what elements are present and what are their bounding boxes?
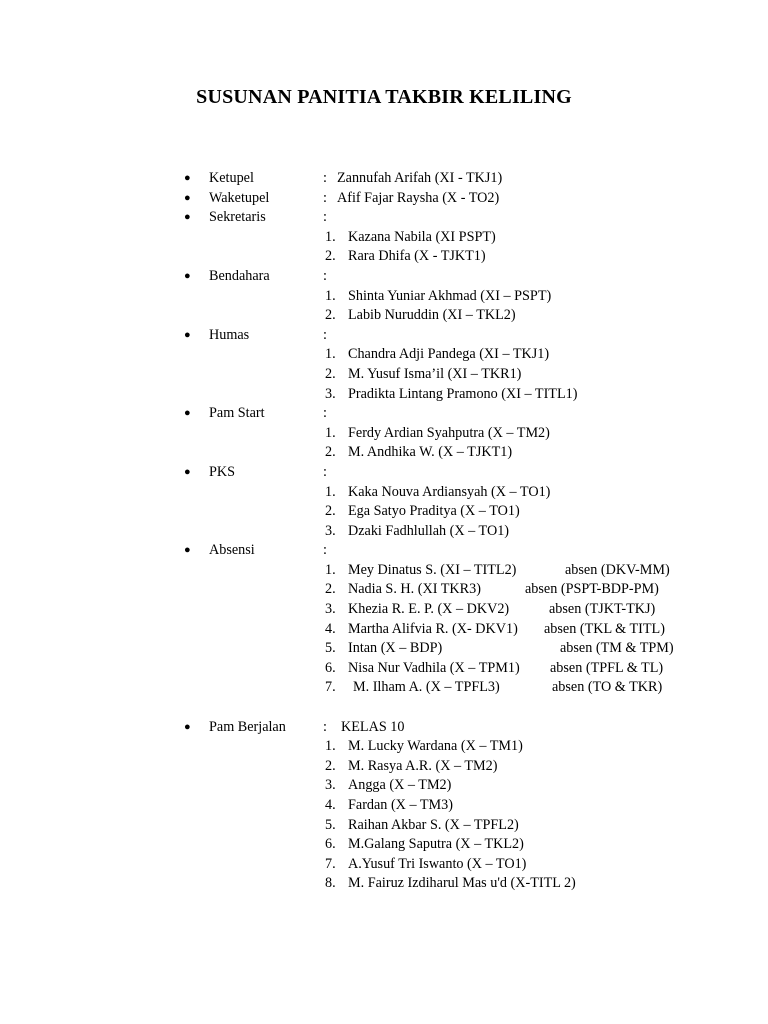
- member-name: Martha Alifvia R. (X- DKV1): [348, 620, 518, 637]
- list-number: 6.: [325, 836, 336, 853]
- absen-assignment: absen (TPFL & TL): [550, 659, 664, 676]
- role-bendahara: [0, 267, 768, 287]
- list-item: [0, 678, 768, 698]
- list-number: 1.: [325, 738, 336, 755]
- absen-assignment: absen (TM & TPM): [560, 640, 674, 657]
- member-name: A.Yusuf Tri Iswanto (X – TO1): [348, 855, 527, 872]
- colon: :: [323, 542, 327, 559]
- list-number: 6.: [325, 659, 336, 676]
- list-number: 2.: [325, 307, 336, 324]
- bullet-icon: ●: [184, 191, 191, 204]
- colon: :: [323, 326, 327, 343]
- member-name: M.Galang Saputra (X – TKL2): [348, 836, 524, 853]
- bullet-icon: ●: [184, 720, 191, 733]
- bullet-icon: ●: [184, 269, 191, 282]
- colon: :: [323, 267, 327, 284]
- list-number: 3.: [325, 601, 336, 618]
- role-ketupel: [0, 169, 768, 189]
- colon: :: [323, 405, 327, 422]
- page-title: SUSUNAN PANITIA TAKBIR KELILING: [196, 86, 572, 108]
- absen-assignment: absen (TKL & TITL): [544, 620, 665, 637]
- colon: :: [323, 718, 327, 735]
- member-name: M. Rasya A.R. (X – TM2): [348, 757, 498, 774]
- list-item: [0, 835, 768, 855]
- list-number: 2.: [325, 757, 336, 774]
- role-label: Bendahara: [209, 267, 270, 284]
- list-number: 4.: [325, 620, 336, 637]
- absen-assignment: absen (TJKT-TKJ): [549, 601, 656, 618]
- list-item: [0, 443, 768, 463]
- list-number: 3.: [325, 522, 336, 539]
- member-name: Fardan (X – TM3): [348, 797, 453, 813]
- member-name: M. Ilham A. (X – TPFL3): [353, 679, 500, 696]
- list-item: [0, 306, 768, 326]
- list-number: 1.: [325, 287, 336, 304]
- list-item: [0, 659, 768, 679]
- role-pam-start: [0, 404, 768, 424]
- member-name: Angga (X – TM2): [348, 777, 452, 794]
- member-name: M. Fairuz Izdiharul Mas u'd (X-TITL 2): [348, 875, 576, 892]
- list-number: 2.: [325, 581, 336, 598]
- role-label: Humas: [209, 326, 250, 343]
- bullet-icon: ●: [184, 465, 191, 478]
- list-item: [0, 424, 768, 444]
- role-pks: [0, 463, 768, 483]
- list-item: [0, 580, 768, 600]
- list-number: 5.: [325, 816, 336, 833]
- role-label: Pam Start: [209, 405, 265, 422]
- member-name: Nisa Nur Vadhila (X – TPM1): [348, 659, 520, 676]
- bullet-icon: ●: [184, 172, 191, 184]
- member-name: Ega Satyo Praditya (X – TO1): [348, 503, 520, 520]
- list-number: 7.: [325, 679, 336, 696]
- member-name: Intan (X – BDP): [348, 640, 443, 657]
- role-value: Zannufah Arifah (XI - TKJ1): [337, 170, 503, 186]
- bullet-icon: ●: [184, 544, 191, 557]
- colon: :: [323, 170, 327, 186]
- list-item: [0, 874, 768, 894]
- list-number: 1.: [325, 424, 336, 441]
- list-number: 1.: [325, 228, 336, 245]
- member-name: Rara Dhifa (X - TJKT1): [348, 248, 486, 265]
- list-item: [0, 247, 768, 267]
- member-name: Mey Dinatus S. (XI – TITL2): [348, 561, 517, 578]
- colon: :: [323, 463, 327, 480]
- list-item: [0, 345, 768, 365]
- role-absensi: [0, 541, 768, 561]
- role-label: Sekretaris: [209, 209, 266, 226]
- list-number: 1.: [325, 346, 336, 363]
- list-number: 4.: [325, 797, 336, 813]
- member-name: Raihan Akbar S. (X – TPFL2): [348, 816, 519, 833]
- colon: :: [323, 209, 327, 226]
- list-item: [0, 816, 768, 836]
- absen-assignment: absen (TO & TKR): [552, 679, 663, 696]
- member-name: Chandra Adji Pandega (XI – TKJ1): [348, 346, 550, 363]
- bullet-icon: ●: [184, 328, 191, 341]
- role-label: PKS: [209, 463, 236, 480]
- list-item: [0, 287, 768, 307]
- list-item: [0, 620, 768, 640]
- list-item: [0, 483, 768, 503]
- list-item: [0, 796, 768, 816]
- member-name: Pradikta Lintang Pramono (XI – TITL1): [348, 385, 578, 402]
- role-pam-berjalan: [0, 718, 768, 738]
- list-item: [0, 365, 768, 385]
- role-value: KELAS 10: [341, 718, 405, 735]
- member-name: Labib Nuruddin (XI – TKL2): [348, 307, 516, 324]
- list-item: [0, 502, 768, 522]
- member-name: Ferdy Ardian Syahputra (X – TM2): [348, 424, 550, 441]
- list-item: [0, 855, 768, 875]
- member-name: Nadia S. H. (XI TKR3): [348, 581, 481, 598]
- role-label: Ketupel: [209, 170, 254, 186]
- list-number: 2.: [325, 248, 336, 265]
- list-item: [0, 776, 768, 796]
- member-name: M. Andhika W. (X – TJKT1): [348, 444, 513, 461]
- list-number: 1.: [325, 483, 336, 500]
- list-number: 2.: [325, 444, 336, 461]
- member-name: M. Yusuf Isma’il (XI – TKR1): [348, 365, 522, 382]
- member-name: Dzaki Fadhlullah (X – TO1): [348, 522, 510, 539]
- list-item: [0, 228, 768, 248]
- member-name: Khezia R. E. P. (X – DKV2): [348, 601, 510, 618]
- list-number: 2.: [325, 503, 336, 520]
- role-label: Absensi: [209, 542, 255, 559]
- list-item: [0, 385, 768, 405]
- role-humas: [0, 326, 768, 346]
- list-number: 1.: [325, 561, 336, 578]
- role-label: Waketupel: [209, 189, 270, 206]
- bullet-icon: ●: [184, 407, 191, 420]
- member-name: Kazana Nabila (XI PSPT): [348, 228, 496, 245]
- list-item: [0, 737, 768, 757]
- list-number: 7.: [325, 855, 336, 872]
- member-name: Shinta Yuniar Akhmad (XI – PSPT): [348, 287, 552, 304]
- list-item: [0, 639, 768, 659]
- committee-list: [0, 169, 768, 894]
- role-waketupel: [0, 189, 768, 209]
- list-number: 5.: [325, 640, 336, 657]
- list-item: [0, 757, 768, 777]
- absen-assignment: absen (DKV-MM): [565, 561, 670, 578]
- list-item: [0, 600, 768, 620]
- list-number: 3.: [325, 777, 336, 794]
- absen-assignment: absen (PSPT-BDP-PM): [525, 581, 659, 598]
- list-item: [0, 561, 768, 581]
- bullet-icon: ●: [184, 211, 191, 224]
- list-number: 8.: [325, 875, 336, 892]
- list-item: [0, 522, 768, 542]
- list-number: 3.: [325, 385, 336, 402]
- list-number: 2.: [325, 365, 336, 382]
- role-sekretaris: [0, 208, 768, 228]
- member-name: Kaka Nouva Ardiansyah (X – TO1): [348, 483, 551, 500]
- role-label: Pam Berjalan: [209, 718, 286, 735]
- member-name: M. Lucky Wardana (X – TM1): [348, 738, 523, 755]
- role-value: Afif Fajar Raysha (X - TO2): [337, 189, 500, 206]
- colon: :: [323, 189, 327, 206]
